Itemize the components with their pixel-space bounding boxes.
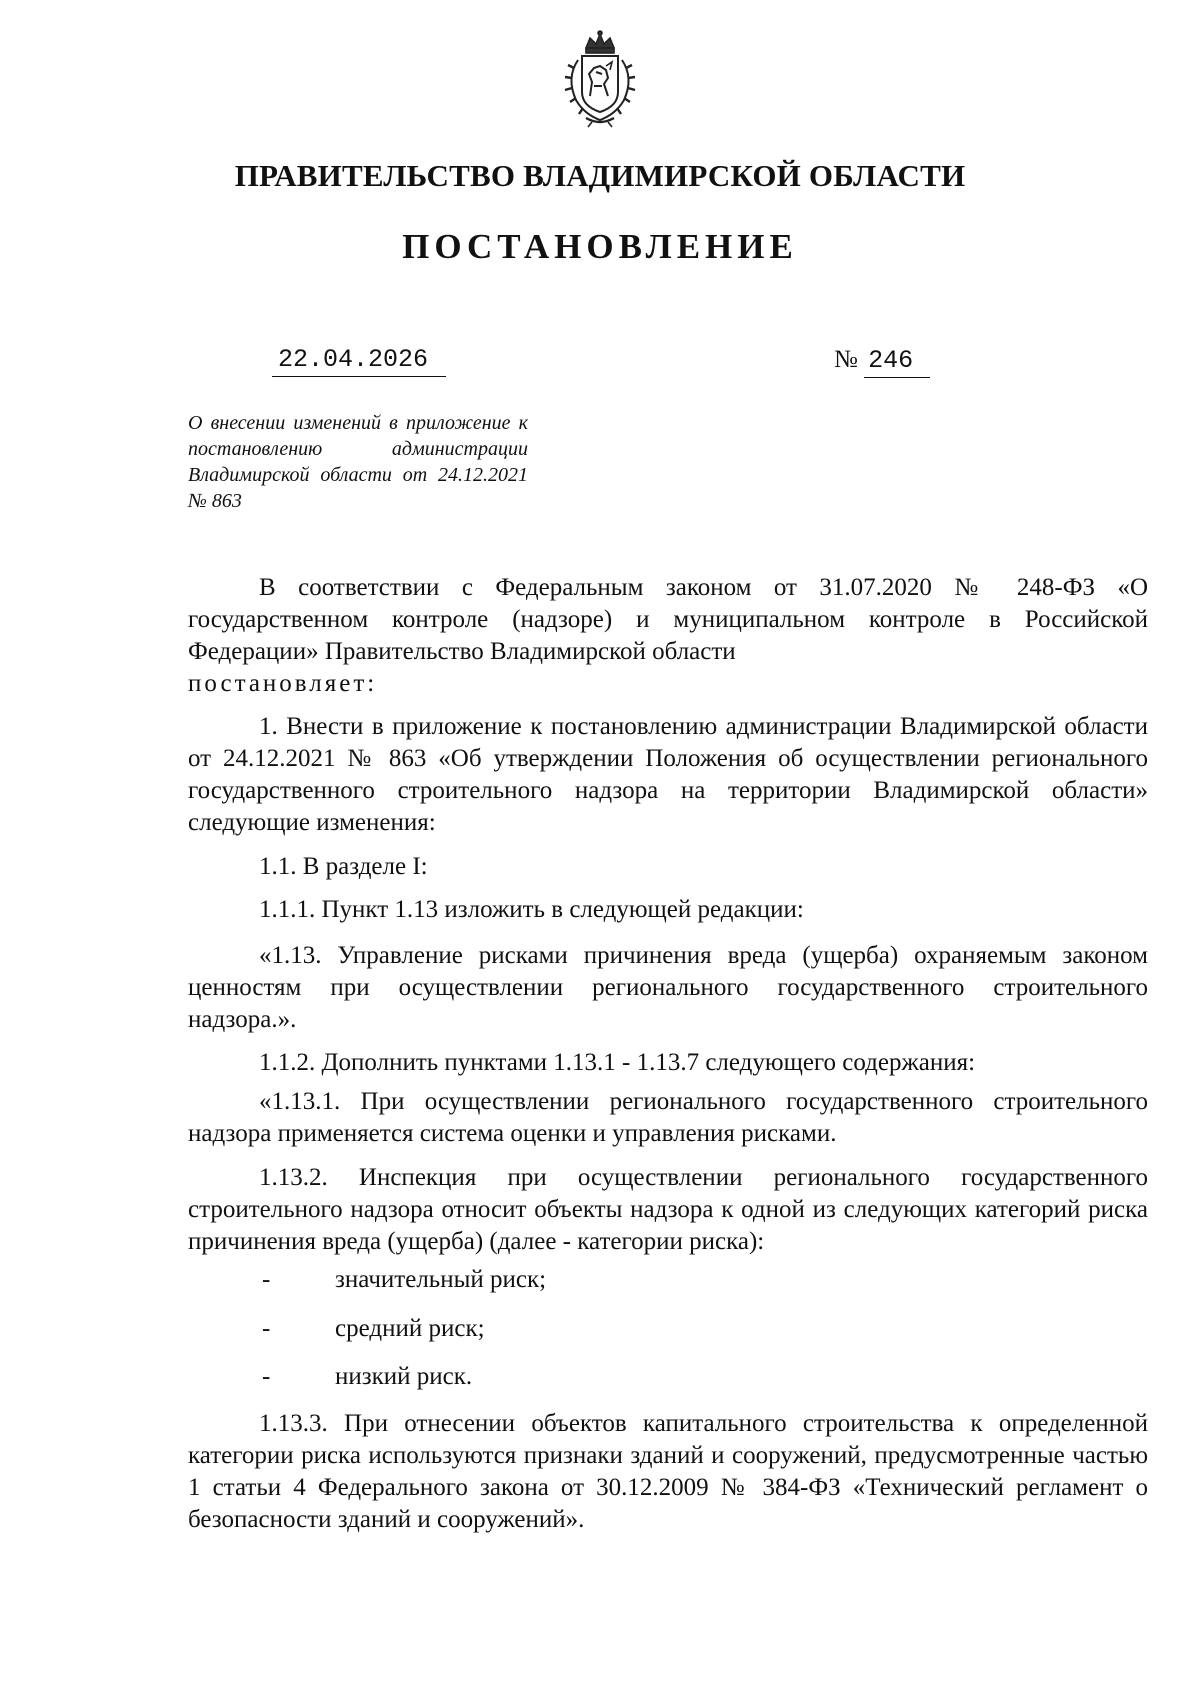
paragraph-1-13-3: 1.13.3. При отнесении объектов капитального строительства к определенной категории риска используются признаки зданий и сооружений, предусмотренные частью 1 статьи 4 Федерального закона от 30.12.2009 № 384-ФЗ «Технический регламент о безопасности зданий и сооружений». [188,1410,1148,1533]
paragraph-1: 1. Внести в приложение к постановлению администрации Владимирской области от 24.12.2021 № 863 «Об утверждении Положения об осуществлении регионального государственного строительного надзора на территории Владимирской области» следующие изменения: [188,713,1148,836]
coat-of-arms-emblem [556,30,644,128]
list-item: низкий риск. [335,1363,473,1390]
preamble-text: В соответствии с Федеральным законом от 31.07.2020 № 248-ФЗ «О государственном контроле (надзоре) и муниципальном контроле в Российской Федерации» Правительство Владимирской области [188,574,1148,665]
document-number: 246 [864,345,930,378]
list-dash: - [262,1266,271,1293]
paragraph-1-13-1: «1.13.1. При осуществлении регионального государственного строительного надзора применяется система оценки и управления рисками. [188,1088,1148,1147]
document-subject: О внесении изменений в приложение к постановлению администрации Владимирской области от 24.12.2021 № 863 [188,412,528,512]
paragraph-1-13-quote: «1.13. Управление рисками причинения вреда (ущерба) охраняемым законом ценностям при осуществлении регионального государственного строительного надзора.». [188,942,1148,1033]
preamble [188,572,1148,700]
list-item: значительный риск; [335,1266,547,1293]
preamble-resolves: постановляет: [188,670,378,697]
paragraph-1-13-2: 1.13.2. Инспекция при осуществлении регионального государственного строительного надзора относит объекты надзора к одной из следующих категорий риска причинения вреда (ущерба) (далее - категории риска): [188,1164,1148,1255]
number-sign: № [834,346,858,373]
paragraph-1-1-2: 1.1.2. Дополнить пунктами 1.13.1 - 1.13.7 следующего содержания: [259,1049,976,1076]
paragraph-1-1: 1.1. В разделе I: [259,853,428,880]
list-item: средний риск; [335,1315,485,1342]
organization-title: ПРАВИТЕЛЬСТВО ВЛАДИМИРСКОЙ ОБЛАСТИ [234,158,966,193]
document-number-field [834,344,930,378]
list-dash: - [262,1363,271,1390]
list-dash: - [262,1315,271,1342]
paragraph-1-1-1: 1.1.1. Пункт 1.13 изложить в следующей редакции: [259,896,804,923]
document-type-title: ПОСТАНОВЛЕНИЕ [402,227,798,266]
document-date: 22.04.2026 [272,344,446,377]
